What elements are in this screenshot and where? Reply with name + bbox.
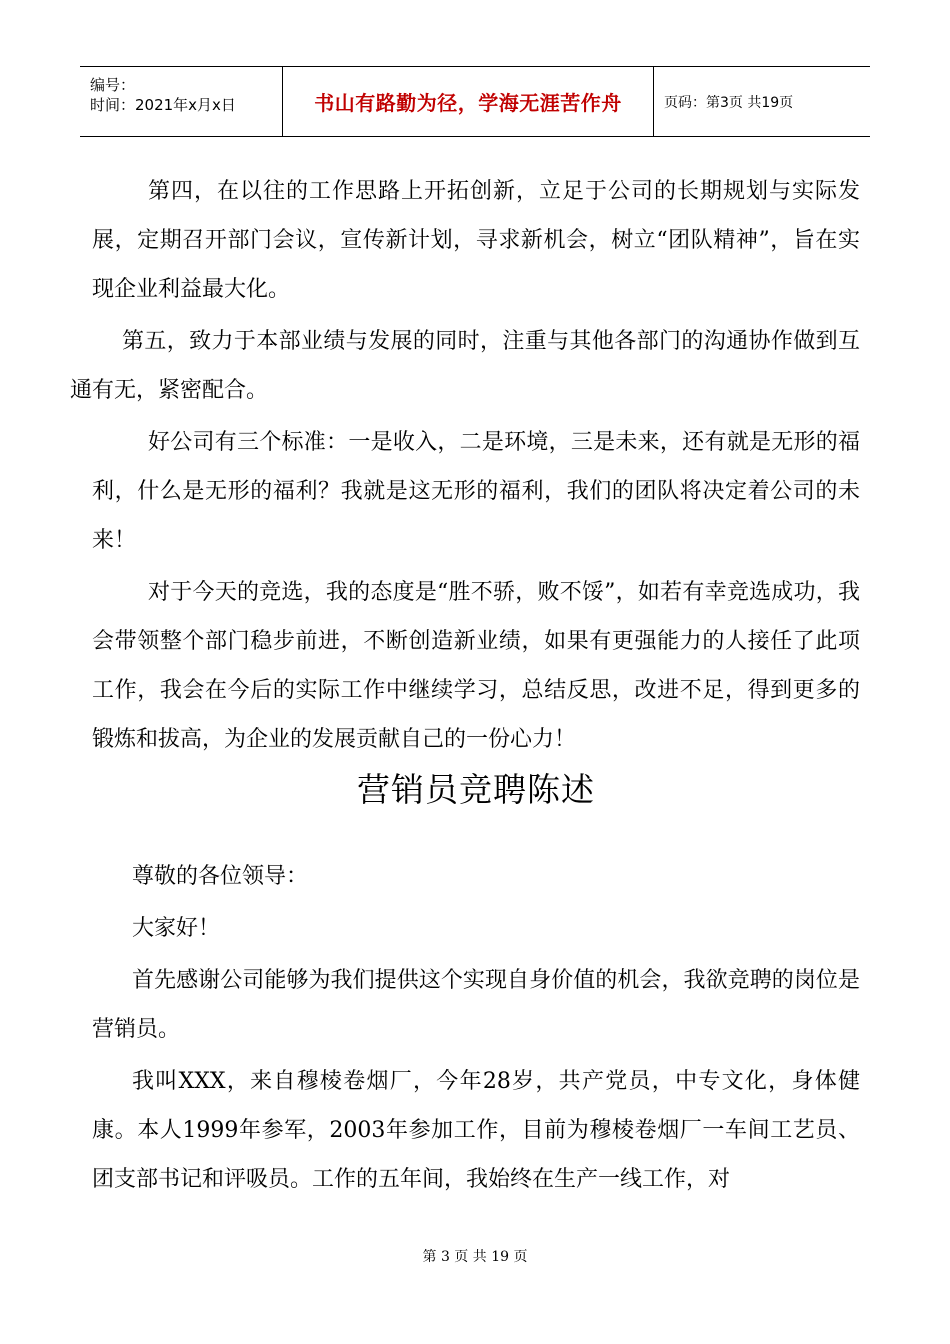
paragraph: 首先感谢公司能够为我们提供这个实现自身价值的机会，我欲竞聘的岗位是营销员。 xyxy=(92,968,860,1042)
greeting: 大家好！ xyxy=(132,916,221,941)
header-motto: 书山有路勤为径，学海无涯苦作舟 xyxy=(314,91,622,115)
paragraph: 好公司有三个标准：一是收入，二是环境，三是未来，还有就是无形的福利，什么是无形的福利？我就是这无形的福利，我们的团队将决定着公司的未来！ xyxy=(92,430,860,553)
document-body xyxy=(70,167,860,1207)
paragraph: 我叫XXX，来自穆棱卷烟厂，今年28岁，共产党员，中专文化，身体健康。本人1999年参军，2003年参加工作，目前为穆棱卷烟厂一车间工艺员、团支部书记和评吸员。工作的五年间，我始终在生产一线工作，对 xyxy=(92,1069,860,1192)
header-page-info: 页码：第3页 共19页 xyxy=(664,94,794,111)
page-footer: 第 3 页 共 19 页 xyxy=(422,1249,528,1265)
salutation: 尊敬的各位领导： xyxy=(132,864,309,889)
header-meta xyxy=(80,67,282,136)
header-motto-cell xyxy=(282,67,654,136)
page-header xyxy=(80,66,870,137)
paragraph: 第五，致力于本部业绩与发展的同时，注重与其他各部门的沟通协作做到互通有无，紧密配合。 xyxy=(70,329,860,403)
doc-time-label: 时间：2021年x月x日 xyxy=(90,96,236,114)
paragraph: 对于今天的竞选，我的态度是“胜不骄，败不馁”，如若有幸竞选成功，我会带领整个部门稳步前进，不断创造新业绩，如果有更强能力的人接任了此项工作，我会在今后的实际工作中继续学习，总结反思，改进不足，得到更多的锻炼和拔高，为企业的发展贡献自己的一份心力！ xyxy=(92,580,860,752)
section-title: 营销员竞聘陈述 xyxy=(357,770,595,809)
paragraph: 第四，在以往的工作思路上开拓创新，立足于公司的长期规划与实际发展，定期召开部门会议，宣传新计划，寻求新机会，树立“团队精神”，旨在实现企业利益最大化。 xyxy=(92,179,860,302)
doc-number-label: 编号： xyxy=(90,76,136,94)
